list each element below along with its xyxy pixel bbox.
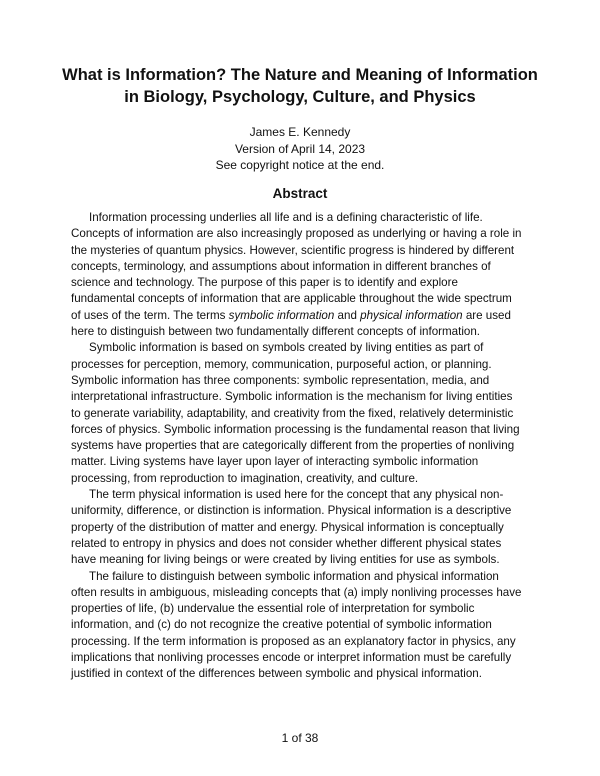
text-line: forces of physics. Symbolic information processing is the fundamental reason that living [71,422,520,436]
abstract-paragraph-3 [71,487,530,568]
text-line: here to distinguish between two fundamentally different concepts of information. [71,325,481,339]
abstract-paragraph-2 [71,340,530,487]
abstract-paragraph-1 [71,210,530,340]
text-line: The failure to distinguish between symbolic information and physical information [89,569,499,583]
text-line: concepts, terminology, and assumptions about information in different branches of [71,259,491,273]
text-run: are used [462,308,511,322]
text-line: Concepts of information are also increasingly proposed as underlying or having a role in [71,227,522,241]
text-line: processing. If the term information is proposed as an explanatory factor in physics, any [71,634,516,648]
text-line [71,308,530,324]
abstract-paragraph-4 [71,569,530,683]
text-line: The term physical information is used here for the concept that any physical non- [89,488,504,502]
text-line: processes for perception, memory, communication, purposeful action, or planning. [71,357,492,371]
version-date: Version of April 14, 2023 [234,141,366,156]
text-line: to generate variability, adaptability, and creativity from the fixed, relatively deterministic [71,406,514,420]
text-line: Information processing underlies all life and is a defining characteristic of life. [89,211,483,224]
text-run: and [334,308,361,322]
text-line: the mysteries of quantum physics. However, scientific progress is hindered by different [71,243,515,257]
text-line: interpretational infrastructure. Symbolic information is the mechanism for living entities [71,390,513,404]
author-block [40,124,560,174]
text-line: property of the distribution of matter and energy. Physical information is conceptually [71,520,504,534]
text-line: often results in ambiguous, misleading concepts that (a) imply nonliving processes have [71,585,522,599]
text-line: fundamental concepts of information that are applicable throughout the wide spectrum [71,292,512,306]
abstract-body [71,210,530,683]
text-line: uniformity, difference, or distinction is information. Physical information is a descriptive [71,504,512,518]
author-name: James E. Kennedy [249,125,351,139]
text-line: systems have properties that are categorically different from the properties of nonliving [71,439,515,453]
title-line-2: in Biology, Psychology, Culture, and Physics [124,88,476,106]
copyright-note: See copyright notice at the end. [215,158,385,172]
text-line: science and technology. The purpose of this paper is to identify and explore [71,276,458,290]
text-line: have meaning for living beings or were created by living entities for use as symbols. [71,553,500,567]
text-line: properties of life, (b) undervalue the essential role of interpretation for symbolic [71,602,475,616]
text-line: processing, from reproduction to imagination, creativity, and culture. [71,471,419,485]
term-symbolic-information: symbolic information [228,308,335,322]
term-physical-information: physical information [360,308,463,322]
abstract-heading: Abstract [272,186,328,201]
text-line: information, and (c) do not recognize the creative potential of symbolic information [71,618,492,632]
page-number: 1 of 38 [281,731,319,745]
text-run: of uses of the term. The terms [71,308,229,322]
text-line: related to entropy in physics and does not consider whether different physical states [71,536,502,550]
paper-title [40,64,560,108]
text-line: Symbolic information has three components: symbolic representation, media, and [71,373,490,387]
title-line-1: What is Information? The Nature and Meaning of Information [62,66,538,84]
text-line: justified in context of the differences between symbolic and physical information. [71,667,482,681]
text-line: Symbolic information is based on symbols created by living entities as part of [89,341,484,355]
text-line: implications that nonliving processes encode or interpret information must be carefully [71,651,512,665]
text-line: matter. Living systems have layer upon layer of interacting symbolic information [71,455,479,469]
